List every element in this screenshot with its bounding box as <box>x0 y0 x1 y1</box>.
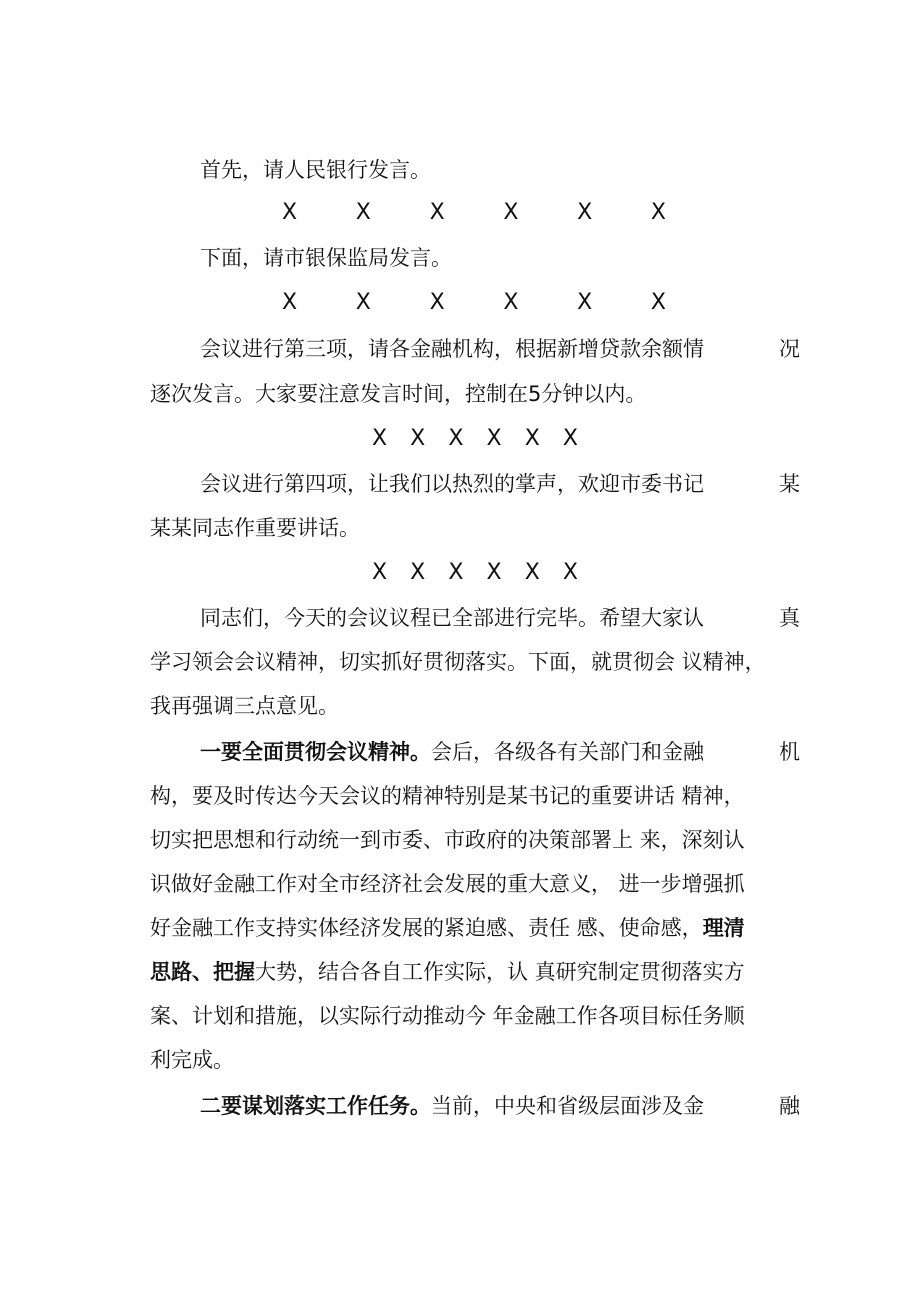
x-mark: X <box>355 290 371 315</box>
text-span: 同志们，今天的会议议程已全部进行完毕。希望大家认 <box>200 606 704 630</box>
paragraph-closing-line-2: 学习领会会议精神，切实抓好贯彻落实。下面，就贯彻会 议精神， <box>150 650 766 674</box>
x-mark: X <box>410 560 426 585</box>
text-span: 况 <box>779 337 800 361</box>
text-span <box>200 1090 704 1122</box>
x-mark: X <box>372 560 388 585</box>
x-mark-row-3 <box>372 423 578 455</box>
point-one-line-8: 利完成。 <box>150 1048 234 1072</box>
point-one-line-5 <box>150 912 800 944</box>
x-mark: X <box>429 200 445 225</box>
point-one-line-1 <box>200 736 800 768</box>
paragraph-third-item-line-2: 逐次发言。大家要注意发言时间，控制在5分钟以内。 <box>150 382 647 406</box>
x-mark: X <box>524 560 540 585</box>
point-one-heading: 一要全面贯彻会议精神。 <box>200 740 431 764</box>
point-one-line-3: 切实把思想和行动统一到市委、市政府的决策部署上 来，深刻认 <box>150 828 745 852</box>
x-mark: X <box>562 426 578 451</box>
text-span: 融 <box>779 1094 800 1118</box>
x-mark: X <box>486 426 502 451</box>
paragraph-opening: 首先，请人民银行发言。 <box>200 158 431 182</box>
paragraph-fourth-item-line-2: 某某同志作重要讲话。 <box>150 516 360 540</box>
x-mark: X <box>577 290 593 315</box>
point-one-line-6 <box>150 956 800 988</box>
text-span: 好金融工作支持实体经济发展的紧迫感、责任 感、使命感， <box>150 916 703 940</box>
x-mark: X <box>577 200 593 225</box>
point-one-line-2: 构，要及时传达今天会议的精神特别是某书记的重要讲话 精神， <box>150 784 745 808</box>
x-mark: X <box>372 426 388 451</box>
paragraph-closing-line-1 <box>200 602 800 634</box>
text-span: 真 <box>779 606 800 630</box>
x-mark: X <box>282 290 298 315</box>
x-mark: X <box>650 200 666 225</box>
x-mark: X <box>486 560 502 585</box>
paragraph-second-speaker: 下面，请市银保监局发言。 <box>200 246 452 270</box>
text-span: 会后，各级各有关部门和金融 <box>431 740 704 764</box>
point-two-heading: 二要谋划落实工作任务。 <box>200 1094 431 1118</box>
x-mark: X <box>562 560 578 585</box>
x-mark: X <box>650 290 666 315</box>
bold-phrase: 思路、把握 <box>150 960 255 984</box>
point-one-line-4: 识做好金融工作对全市经济社会发展的重大意义， 进一步增强抓 <box>150 872 745 896</box>
text-span: 当前，中央和省级层面涉及金 <box>431 1094 704 1118</box>
x-mark: X <box>448 426 464 451</box>
bold-phrase: 理清 <box>702 916 745 940</box>
x-mark-row-1 <box>282 197 666 229</box>
point-one-line-7: 案、计划和措施，以实际行动推动今 年金融工作各项目标任务顺 <box>150 1004 745 1028</box>
x-mark: X <box>282 200 298 225</box>
x-mark: X <box>503 200 519 225</box>
x-mark-row-4 <box>372 557 578 589</box>
x-mark: X <box>410 426 426 451</box>
text-span: 大势，结合各自工作实际，认 真研究制定贯彻落实方 <box>255 960 745 984</box>
paragraph-third-item-line-1 <box>200 333 800 365</box>
x-mark: X <box>429 290 445 315</box>
paragraph-fourth-item-line-1 <box>200 468 800 500</box>
x-mark-row-2 <box>282 287 666 319</box>
x-mark: X <box>503 290 519 315</box>
text-span: 会议进行第三项，请各金融机构，根据新增贷款余额情 <box>200 337 704 361</box>
paragraph-closing-line-3: 我再强调三点意见。 <box>150 694 339 718</box>
point-two-line-1 <box>200 1090 800 1122</box>
x-mark: X <box>355 200 371 225</box>
text-span: 某 <box>779 472 800 496</box>
x-mark: X <box>524 426 540 451</box>
x-mark: X <box>448 560 464 585</box>
text-span <box>200 736 704 768</box>
text-span: 机 <box>779 740 800 764</box>
text-span: 会议进行第四项，让我们以热烈的掌声，欢迎市委书记 <box>200 472 704 496</box>
